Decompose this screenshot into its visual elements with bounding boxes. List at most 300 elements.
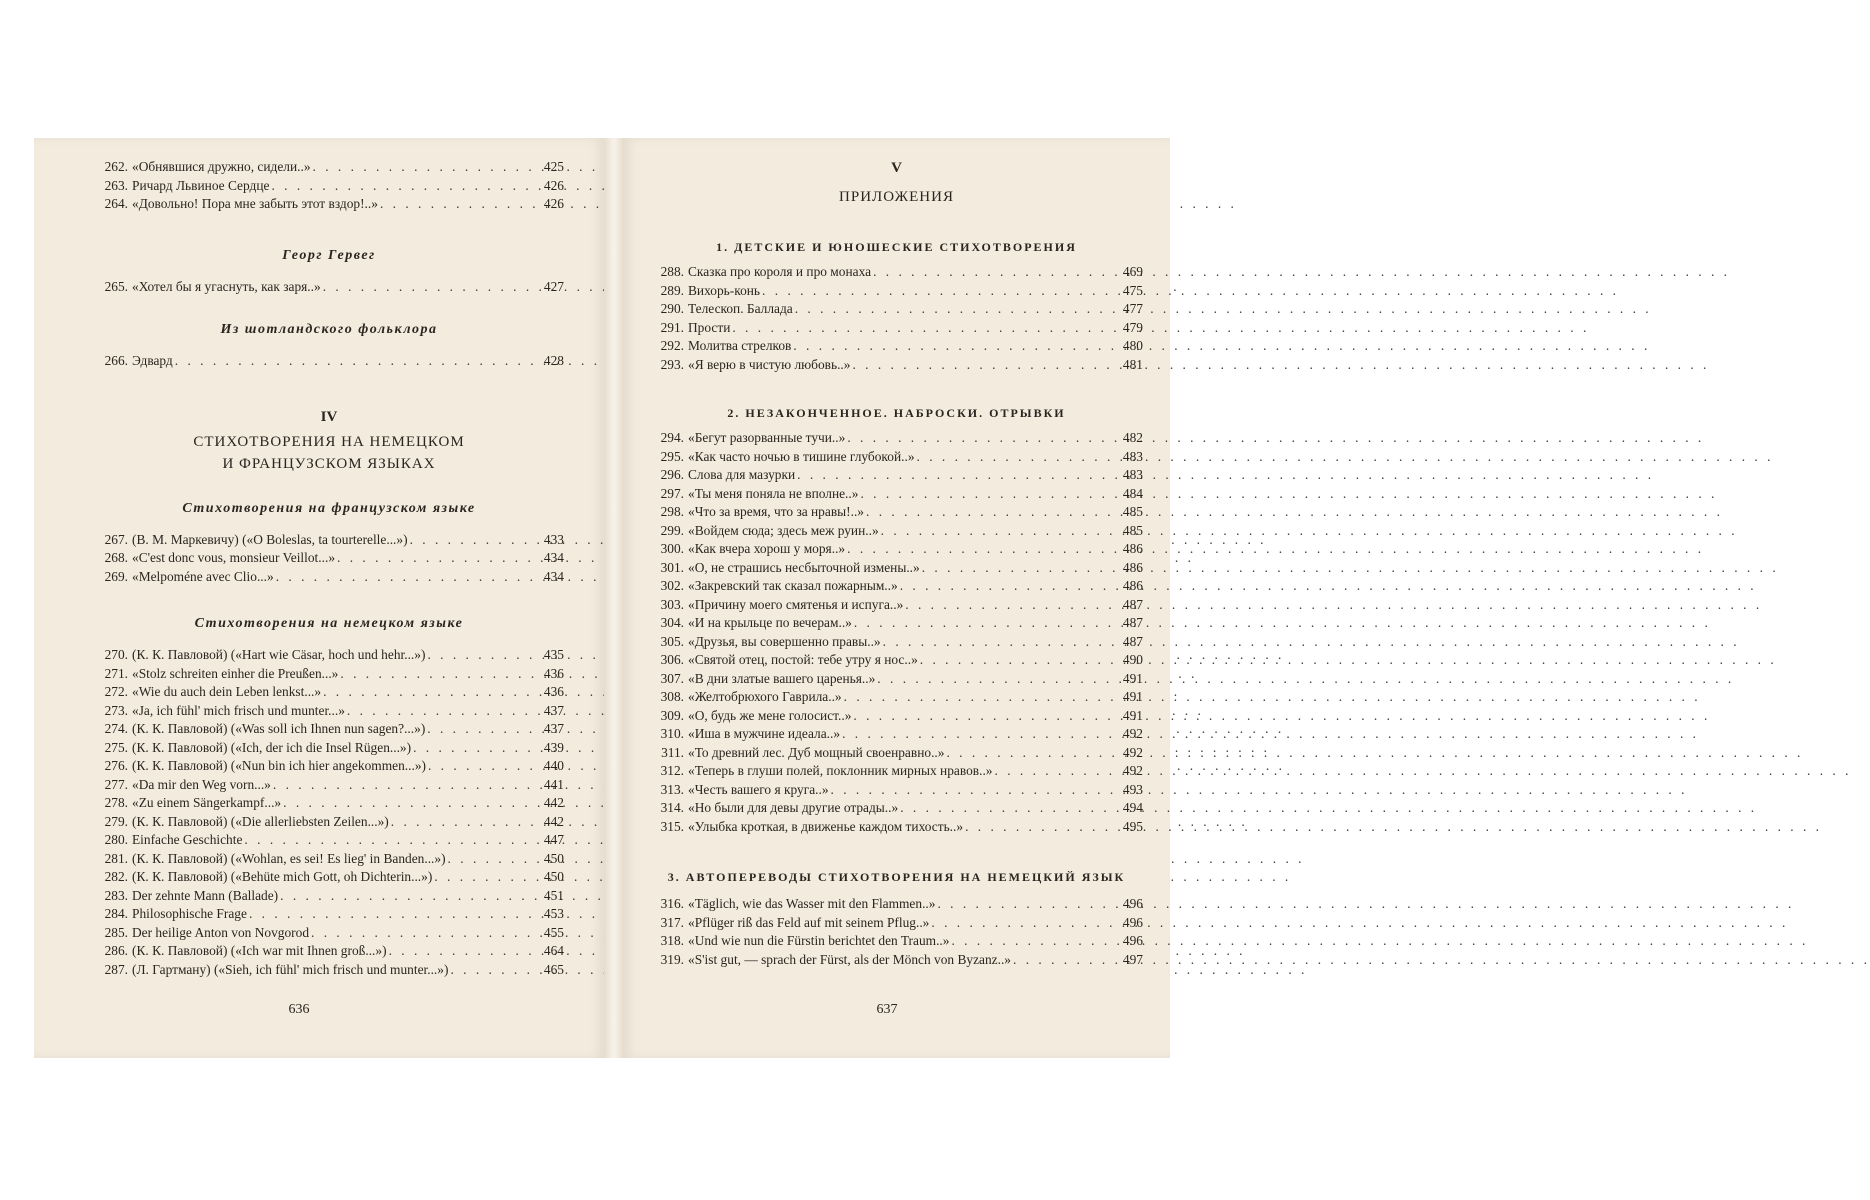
dot-leader <box>858 485 1115 504</box>
toc-entry-title: Вихорь-конь <box>688 282 761 298</box>
subsection-heading-1: 1. ДЕТСКИЕ И ЮНОШЕСКИЕ СТИХОТВОРЕНИЯ <box>716 240 1077 254</box>
toc-group-top <box>94 158 564 214</box>
toc-entry <box>650 540 1143 559</box>
toc-group-herwegh <box>94 278 564 297</box>
left-page <box>34 138 604 1058</box>
toc-entry <box>94 549 564 568</box>
toc-entry-page: 496 <box>1122 896 1143 911</box>
dot-leader <box>903 596 1115 615</box>
right-page-content <box>650 158 1143 969</box>
toc-entry-title: Сказка про короля и про монаха <box>688 264 872 279</box>
toc-entry-title: «Обнявшися дружно, сидели..» <box>132 159 311 174</box>
toc-entry-title: «Da mir den Weg vorn...» <box>132 776 271 792</box>
toc-entry-title: «Pflüger riß das Feld auf mit seinem Pflug..» <box>688 914 930 930</box>
toc-entry-page: 486 <box>1122 541 1143 556</box>
dot-leader <box>915 448 1115 467</box>
toc-entry <box>94 702 564 721</box>
toc-entry-page: 436 <box>543 684 564 699</box>
dot-leader <box>378 195 536 214</box>
toc-entry-title: «S'ist gut, — sprach der Fürst, als der Mönch von Byzanz..» <box>688 951 1011 967</box>
toc-entry-title: (К. К. Павловой) («Die allerliebsten Zeilen...») <box>132 813 389 829</box>
toc-entry <box>94 720 564 739</box>
toc-entry-page: 451 <box>543 887 564 903</box>
toc-entry-page: 493 <box>1122 781 1143 797</box>
french-poems-heading: Стихотворения на французском языке <box>182 500 476 516</box>
toc-entry-page: 492 <box>1122 726 1143 741</box>
toc-entry-page: 450 <box>543 869 564 884</box>
toc-group-juvenilia <box>650 263 1143 374</box>
toc-entry-title: «О, не страшись несбыточной измены..» <box>688 559 920 575</box>
toc-entry-number: 312. <box>660 763 684 778</box>
toc-entry-number: 262. <box>104 159 128 174</box>
section-title-appendix: ПРИЛОЖЕНИЯ <box>839 189 954 205</box>
toc-entry-title: «Melpoméne avec Clio...» <box>132 568 274 584</box>
dot-leader <box>271 776 536 795</box>
toc-entry-title: Слова для мазурки <box>688 467 796 482</box>
dot-leader <box>242 831 536 850</box>
toc-entry-number: 287. <box>104 961 128 977</box>
toc-entry-number: 274. <box>104 721 128 736</box>
toc-entry-title: «Хотел бы я угаснуть, как заря..» <box>132 278 321 294</box>
toc-entry-title: «И на крыльце по вечерам..» <box>688 615 852 630</box>
toc-entry-title: «Но были для девы другие отрады..» <box>688 800 899 815</box>
toc-entry <box>650 951 1143 970</box>
toc-entry-title: Телескоп. Баллада <box>688 301 793 316</box>
toc-entry-page: 434 <box>543 568 564 584</box>
toc-entry <box>94 831 564 850</box>
toc-entry-number: 303. <box>660 596 684 612</box>
toc-entry-number: 285. <box>104 924 128 940</box>
toc-entry-title: (К. К. Павловой) («Behüte mich Gott, oh Dichterin...») <box>132 869 433 884</box>
dot-leader <box>993 762 1115 781</box>
toc-entry-title: «Как часто ночью в тишине глубокой..» <box>688 448 915 464</box>
dot-leader <box>425 646 536 665</box>
toc-entry-number: 318. <box>660 933 684 948</box>
toc-entry-page: 428 <box>543 353 564 368</box>
german-poems-heading: Стихотворения на немецком языке <box>194 616 464 631</box>
dot-leader <box>335 549 536 568</box>
toc-entry-number: 270. <box>104 647 128 662</box>
toc-entry <box>650 522 1143 541</box>
dot-leader <box>387 942 536 961</box>
author-heading-scottish: Из шотландского фольклора <box>220 322 438 337</box>
toc-entry-number: 272. <box>104 684 128 699</box>
dot-leader <box>425 720 536 739</box>
toc-entry <box>650 725 1143 744</box>
toc-entry-number: 283. <box>104 887 128 903</box>
toc-entry-number: 289. <box>660 282 684 298</box>
toc-entry <box>650 577 1143 596</box>
toc-entry <box>94 177 564 196</box>
toc-entry-page: 433 <box>543 531 564 547</box>
toc-entry-title: «Und wie nun die Fürstin berichtet den Traum..» <box>688 933 950 948</box>
toc-entry-page: 442 <box>543 795 564 810</box>
toc-entry <box>94 683 564 702</box>
dot-leader <box>944 744 1115 763</box>
toc-entry-number: 278. <box>104 795 128 810</box>
dot-leader <box>851 707 1115 726</box>
toc-entry <box>650 688 1143 707</box>
dot-leader <box>840 725 1115 744</box>
toc-entry <box>650 429 1143 448</box>
toc-entry <box>94 665 564 684</box>
toc-entry-page: 481 <box>1122 356 1143 372</box>
toc-entry-title: «Желтобрюхого Гаврила..» <box>688 689 842 704</box>
toc-entry-page: 426 <box>543 177 564 193</box>
toc-entry-number: 302. <box>660 578 684 593</box>
toc-entry-title: Прости <box>688 319 731 335</box>
toc-entry-page: 435 <box>543 647 564 662</box>
toc-entry-page: 437 <box>543 721 564 736</box>
toc-entry-page: 465 <box>543 961 564 977</box>
toc-entry <box>650 485 1143 504</box>
dot-leader <box>426 757 536 776</box>
toc-entry <box>650 559 1143 578</box>
toc-entry-number: 292. <box>660 338 684 353</box>
toc-entry-title: «Wie du auch dein Leben lenkst...» <box>132 684 322 699</box>
toc-entry-title: «В дни златые вашего царенья..» <box>688 670 876 686</box>
dot-leader <box>321 683 536 702</box>
toc-entry <box>650 503 1143 522</box>
toc-entry-title: Einfache Geschichte <box>132 832 243 847</box>
toc-entry-page: 450 <box>543 850 564 866</box>
toc-entry-page: 427 <box>543 278 564 294</box>
toc-entry-title: «Друзья, вы совершенно правы..» <box>688 633 881 649</box>
toc-entry <box>94 924 564 943</box>
toc-entry-number: 316. <box>660 896 684 911</box>
dot-leader <box>935 895 1115 914</box>
toc-entry-title: «Святой отец, постой: тебе утру я нос..» <box>688 652 918 667</box>
toc-entry-title: Ричард Львиное Сердце <box>132 177 270 193</box>
author-heading-herwegh: Георг Гервег <box>282 247 376 263</box>
toc-entry <box>650 614 1143 633</box>
toc-entry <box>94 942 564 961</box>
toc-entry <box>94 868 564 887</box>
toc-entry-number: 305. <box>660 633 684 649</box>
toc-entry-title: (К. К. Павловой) («Nun bin ich hier angekommen...») <box>132 758 426 773</box>
toc-entry-page: 483 <box>1122 448 1143 464</box>
toc-entry-number: 296. <box>660 467 684 482</box>
toc-entry-number: 269. <box>104 568 128 584</box>
left-page-content <box>94 158 564 979</box>
dot-leader <box>269 177 536 196</box>
subsection-heading-2: 2. НЕЗАКОНЧЕННОЕ. НАБРОСКИ. ОТРЫВКИ <box>727 406 1066 420</box>
toc-entry <box>94 278 564 297</box>
toc-entry-page: 436 <box>543 665 564 681</box>
toc-entry-page: 496 <box>1122 914 1143 930</box>
toc-entry <box>650 651 1143 670</box>
toc-entry-page: 479 <box>1122 319 1143 335</box>
dot-leader <box>321 278 536 297</box>
dot-leader <box>448 961 536 980</box>
toc-entry-number: 301. <box>660 559 684 575</box>
toc-entry-number: 311. <box>661 744 684 760</box>
dot-leader <box>881 633 1115 652</box>
toc-entry-number: 268. <box>104 550 128 565</box>
toc-entry-number: 267. <box>104 531 128 547</box>
toc-entry-title: «Довольно! Пора мне забыть этот вздор!..» <box>132 196 378 211</box>
toc-entry-number: 294. <box>660 430 684 445</box>
toc-entry-page: 434 <box>543 550 564 565</box>
toc-group-scottish <box>94 352 564 371</box>
toc-entry-page: 437 <box>543 702 564 718</box>
toc-entry-number: 288. <box>660 264 684 279</box>
toc-entry <box>650 707 1143 726</box>
toc-entry-title: (К. К. Павловой) («Ich, der ich die Insel Rügen...») <box>132 739 412 755</box>
dot-leader <box>864 503 1115 522</box>
dot-leader <box>918 651 1115 670</box>
toc-entry <box>650 448 1143 467</box>
dot-leader <box>1011 951 1115 970</box>
dot-leader <box>247 905 536 924</box>
subsection-heading-3: 3. АВТОПЕРЕВОДЫ СТИХОТВОРЕНИЯ НА НЕМЕЦКИЙ ЯЗЫК <box>667 870 1126 884</box>
toc-entry-page: 485 <box>1122 522 1143 538</box>
toc-entry-title: «То древний лес. Дуб мощный своенравно..» <box>688 744 945 760</box>
toc-entry-number: 264. <box>104 196 128 211</box>
toc-entry <box>650 282 1143 301</box>
toc-entry-title: (В. М. Маркевичу) («O Boleslas, ta tourterelle...») <box>132 531 408 547</box>
toc-entry-number: 275. <box>104 739 128 755</box>
toc-entry-title: «Причину моего смятенья и испуга..» <box>688 596 904 612</box>
toc-entry-page: 441 <box>543 776 564 792</box>
toc-entry-page: 469 <box>1122 264 1143 279</box>
toc-entry-page: 495 <box>1122 818 1143 834</box>
dot-leader <box>871 263 1115 282</box>
toc-entry <box>650 633 1143 652</box>
toc-entry-page: 477 <box>1122 301 1143 316</box>
toc-entry <box>650 319 1143 338</box>
section-title-line2: И ФРАНЦУЗСКОМ ЯЗЫКАХ <box>222 455 436 472</box>
dot-leader <box>791 337 1115 356</box>
toc-entry-number: 276. <box>104 758 128 773</box>
toc-entry <box>94 739 564 758</box>
toc-entry-page: 464 <box>543 943 564 958</box>
toc-entry-title: «Закревский так сказал пожарным..» <box>688 578 898 593</box>
toc-entry-number: 304. <box>660 615 684 630</box>
toc-entry-number: 281. <box>104 850 128 866</box>
dot-leader <box>842 688 1115 707</box>
book-gutter <box>604 138 624 1058</box>
dot-leader <box>730 319 1115 338</box>
toc-entry-title: (К. К. Павловой) («Wohlan, es sei! Es lieg' in Banden...») <box>132 850 446 866</box>
toc-group-self-translations <box>650 895 1143 969</box>
toc-entry-title: Эдвард <box>132 353 173 368</box>
toc-entry <box>650 670 1143 689</box>
toc-entry-title: «Честь вашего я круга..» <box>688 781 829 797</box>
toc-entry-number: 279. <box>104 813 128 829</box>
toc-entry-title: «Улыбка кроткая, в движенье каждом тихость..» <box>688 818 964 834</box>
toc-entry <box>94 757 564 776</box>
toc-entry-number: 286. <box>104 943 128 958</box>
toc-entry-page: 496 <box>1122 933 1143 948</box>
toc-entry-number: 299. <box>660 522 684 538</box>
toc-entry-title: «Теперь в глуши полей, поклонник мирных нравов..» <box>688 763 993 778</box>
toc-entry <box>94 905 564 924</box>
toc-entry-number: 298. <box>660 504 684 519</box>
toc-entry-page: 475 <box>1122 282 1143 298</box>
toc-entry-page: 487 <box>1122 596 1143 612</box>
toc-group-french <box>94 531 564 587</box>
dot-leader <box>852 614 1115 633</box>
toc-entry-title: (К. К. Павловой) («Was soll ich Ihnen nun sagen?...») <box>132 721 426 736</box>
toc-entry-number: 265. <box>104 278 128 294</box>
toc-entry-title: «О, будь же мене голосист..» <box>688 707 852 723</box>
toc-entry-page: 480 <box>1122 338 1143 353</box>
toc-entry-page: 485 <box>1122 504 1143 519</box>
toc-entry <box>650 762 1143 781</box>
dot-leader <box>795 466 1115 485</box>
toc-entry <box>650 596 1143 615</box>
toc-entry-page: 483 <box>1122 467 1143 482</box>
toc-entry <box>650 466 1143 485</box>
dot-leader <box>760 282 1115 301</box>
dot-leader <box>829 781 1115 800</box>
toc-entry-title: «C'est donc vous, monsieur Veillot...» <box>132 550 336 565</box>
toc-entry-page: 497 <box>1122 951 1143 967</box>
toc-entry-page: 490 <box>1122 652 1143 667</box>
toc-entry-page: 482 <box>1122 430 1143 445</box>
dot-leader <box>278 887 536 906</box>
toc-entry-number: 315. <box>660 818 684 834</box>
dot-leader <box>793 300 1115 319</box>
dot-leader <box>850 356 1115 375</box>
dot-leader <box>281 794 536 813</box>
toc-entry-number: 273. <box>104 702 128 718</box>
toc-entry-title: «Я верю в чистую любовь..» <box>688 356 851 372</box>
toc-entry-number: 297. <box>660 485 684 501</box>
toc-entry-page: 453 <box>543 906 564 921</box>
toc-entry-page: 486 <box>1122 559 1143 575</box>
dot-leader <box>898 799 1115 818</box>
toc-entry-title: «Täglich, wie das Wasser mit den Flammen..» <box>688 896 936 911</box>
right-page <box>624 138 1170 1058</box>
toc-entry <box>94 352 564 371</box>
toc-entry-title: «Zu einem Sängerkampf...» <box>132 795 282 810</box>
toc-entry-page: 484 <box>1122 485 1143 501</box>
toc-entry <box>94 531 564 550</box>
toc-entry-page: 487 <box>1122 615 1143 630</box>
toc-entry <box>94 568 564 587</box>
toc-entry-number: 290. <box>660 301 684 316</box>
toc-entry <box>650 337 1143 356</box>
toc-entry <box>650 263 1143 282</box>
dot-leader <box>408 531 536 550</box>
toc-entry <box>650 818 1143 837</box>
toc-entry <box>94 794 564 813</box>
dot-leader <box>929 914 1115 933</box>
toc-entry-page: 487 <box>1122 633 1143 649</box>
toc-entry-title: Der zehnte Mann (Ballade) <box>132 887 279 903</box>
toc-entry <box>94 646 564 665</box>
toc-entry-page: 494 <box>1122 800 1143 815</box>
toc-entry-title: «Бегут разорванные тучи..» <box>688 430 846 445</box>
toc-entry-number: 310. <box>660 726 684 741</box>
toc-entry-page: 455 <box>543 924 564 940</box>
toc-entry-title: «Иша в мужчине идеала..» <box>688 726 841 741</box>
toc-entry-title: Молитва стрелков <box>688 338 792 353</box>
dot-leader <box>920 559 1115 578</box>
toc-entry <box>650 781 1143 800</box>
toc-entry-title: (Л. Гартману) («Sieh, ich fühl' mich frisch und munter...») <box>132 961 449 977</box>
dot-leader <box>432 868 536 887</box>
toc-entry-page: 491 <box>1122 707 1143 723</box>
toc-entry-page: 486 <box>1122 578 1143 593</box>
toc-entry <box>94 850 564 869</box>
toc-entry-page: 425 <box>543 159 564 174</box>
dot-leader <box>173 352 536 371</box>
section-numeral-iv: IV <box>320 408 338 425</box>
toc-entry <box>94 195 564 214</box>
dot-leader <box>338 665 536 684</box>
dot-leader <box>949 932 1115 951</box>
dot-leader <box>389 813 536 832</box>
dot-leader <box>898 577 1115 596</box>
toc-entry-number: 280. <box>104 832 128 847</box>
toc-entry-number: 271. <box>104 665 128 681</box>
toc-entry <box>94 961 564 980</box>
toc-entry <box>94 887 564 906</box>
toc-entry-title: (К. К. Павловой) («Ich war mit Ihnen groß...») <box>132 943 387 958</box>
toc-entry-page: 426 <box>543 196 564 211</box>
toc-entry-number: 306. <box>660 652 684 667</box>
toc-entry-page: 440 <box>543 758 564 773</box>
section-numeral-v: V <box>891 160 902 176</box>
toc-entry-page: 491 <box>1122 689 1143 704</box>
dot-leader <box>879 522 1115 541</box>
toc-entry <box>650 744 1143 763</box>
dot-leader <box>345 702 536 721</box>
toc-entry-number: 291. <box>660 319 684 335</box>
toc-entry-page: 492 <box>1122 744 1143 760</box>
page-number-left: 636 <box>288 1002 310 1017</box>
toc-entry <box>94 776 564 795</box>
toc-entry-number: 317. <box>660 914 684 930</box>
toc-entry-number: 319. <box>660 951 684 967</box>
toc-entry-title: «Войдем сюда; здесь меж руин..» <box>688 522 879 538</box>
dot-leader <box>274 568 536 587</box>
toc-entry-number: 277. <box>104 776 128 792</box>
dot-leader <box>311 158 536 177</box>
dot-leader <box>309 924 536 943</box>
toc-entry <box>94 158 564 177</box>
toc-entry-number: 282. <box>104 869 128 884</box>
toc-entry-number: 300. <box>660 541 684 556</box>
toc-entry <box>650 914 1143 933</box>
toc-entry-title: (К. К. Павловой) («Hart wie Cäsar, hoch und hehr...») <box>132 647 426 662</box>
dot-leader <box>875 670 1115 689</box>
toc-entry-title: «Stolz schreiten einher die Preußen...» <box>132 665 339 681</box>
toc-entry-page: 491 <box>1122 670 1143 686</box>
toc-entry-number: 284. <box>104 906 128 921</box>
toc-entry-title: «Как вчера хорош у моря..» <box>688 541 846 556</box>
toc-entry <box>650 895 1143 914</box>
toc-group-german <box>94 646 564 979</box>
toc-entry-page: 492 <box>1122 763 1143 778</box>
toc-entry <box>650 932 1143 951</box>
toc-entry-title: «Что за время, что за нравы!..» <box>688 504 864 519</box>
toc-entry-number: 307. <box>660 670 684 686</box>
toc-entry-number: 313. <box>660 781 684 797</box>
toc-entry-number: 309. <box>660 707 684 723</box>
section-title-line1: СТИХОТВОРЕНИЯ НА НЕМЕЦКОМ <box>193 433 465 450</box>
toc-group-fragments <box>650 429 1143 836</box>
toc-entry-number: 314. <box>660 800 684 815</box>
dot-leader <box>845 429 1115 448</box>
dot-leader <box>845 540 1115 559</box>
toc-entry <box>650 799 1143 818</box>
toc-entry-title: «Ja, ich fühl' mich frisch und munter...» <box>132 702 345 718</box>
toc-entry-number: 263. <box>104 177 128 193</box>
